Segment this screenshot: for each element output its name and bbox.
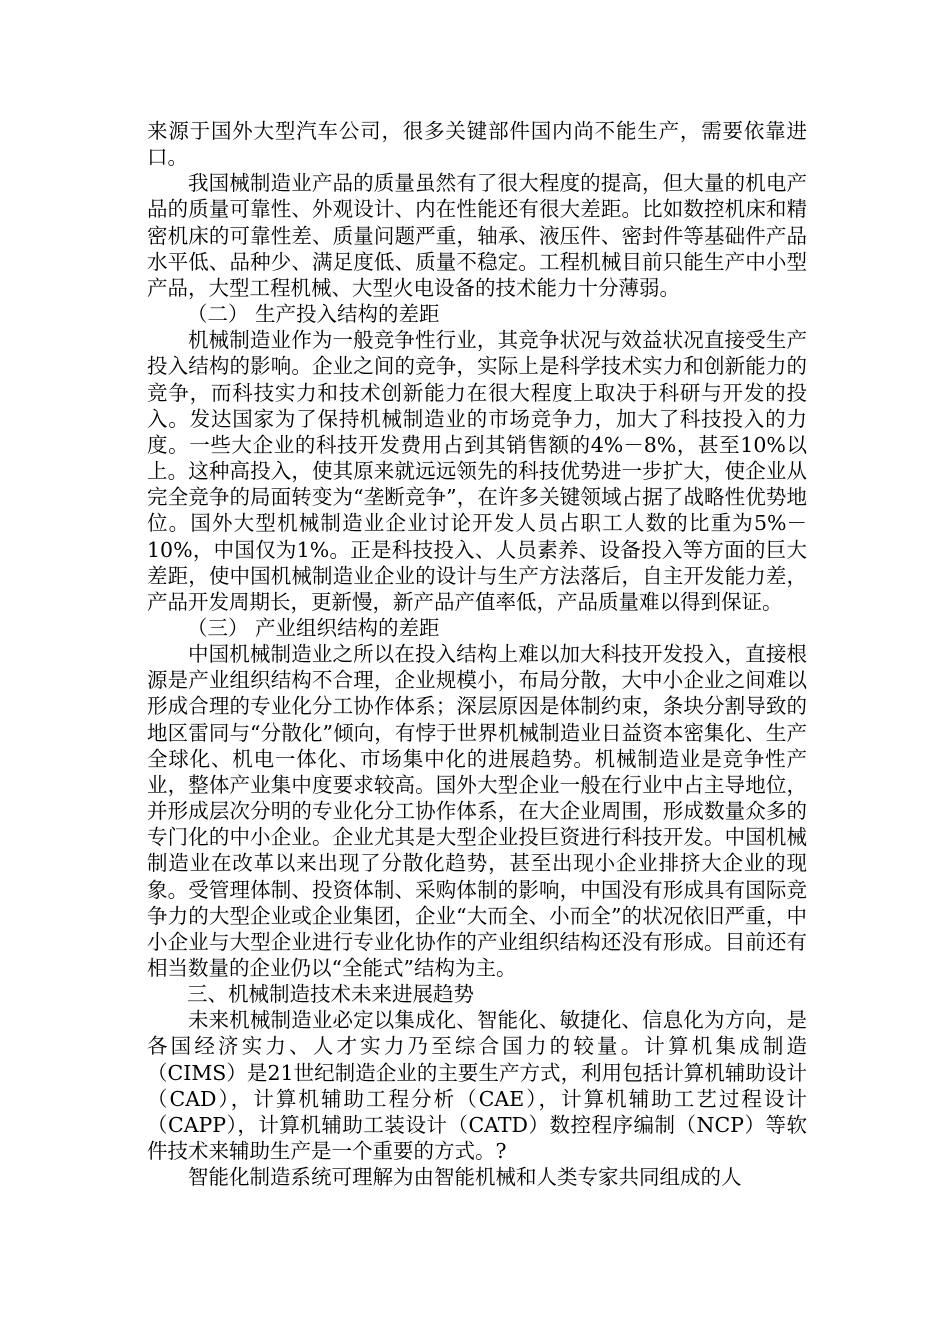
paragraph-continuation: 来源于国外大型汽车公司，很多关键部件国内尚不能生产，需要依靠进口。	[147, 119, 807, 170]
section-heading-future-trends: 三、机械制造技术未来进展趋势	[187, 982, 474, 1007]
paragraph-investment-structure: 机械制造业作为一般竞争性行业，其竞争状况与效益状况直接受生产投入结构的影响。企业之间的竞争，实际上是科学技术实力和创新能力的竞争，而科技实力和技术创新能力在很大程度上取决于科研与开发的投入。发达国家为了保持机械制造业的市场竞争力，加大了科技投入的力度。一些大企业的科技开发费用占到其销售额的4%－8%，甚至10%以上。这种高投入，使其原来就远远领先的科技优势进一步扩大，使企业从完全竞争的局面转变为“垄断竞争”，在许多关键领域占据了战略性优势地位。国外大型机械制造业企业讨论开发人员占职工人数的比重为5%－10%，中国仅为1%。正是科技投入、人员素养、设备投入等方面的巨大差距，使中国机械制造业企业的设计与生产方法落后，自主开发能力差，产品开发周期长，更新慢，新产品产值率低，产品质量难以得到保证。	[147, 328, 807, 614]
paragraph-industrial-organization: 中国机械制造业之所以在投入结构上难以加大科技开发投入，直接根源是产业组织结构不合理，企业规模小，布局分散，大中小企业之间难以形成合理的专业化分工协作体系；深层原因是体制约束，条块分割导致的地区雷同与“分散化”倾向，有悖于世界机械制造业日益资本密集化、生产全球化、机电一体化、市场集中化的进展趋势。机械制造业是竞争性产业，整体产业集中度要求较高。国外大型企业一般在行业中占主导地位，并形成层次分明的专业化分工协作体系，在大企业周围，形成数量众多的专门化的中小企业。企业尤其是大型企业投巨资进行科技开发。中国机械制造业在改革以来出现了分散化趋势，甚至出现小企业排挤大企业的现象。受管理体制、投资体制、采购体制的影响，中国没有形成具有国际竞争力的大型企业或企业集团，企业“大而全、小而全”的状况依旧严重，中小企业与大型企业进行专业化协作的产业组织结构还没有形成。目前还有相当数量的企业仍以“全能式”结构为主。	[147, 642, 807, 980]
paragraph-product-quality: 我国械制造业产品的质量虽然有了很大程度的提高，但大量的机电产品的质量可靠性、外观设计、内在性能还有很大差距。比如数控机床和精密机床的可靠性差、质量问题严重，轴承、液压件、密封件等基础件产品水平低、品种少、满足度低、质量不稳定。工程机械目前只能生产中小型产品，大型工程机械、大型火电设备的技术能力十分薄弱。	[147, 171, 807, 300]
paragraph-intelligent-manufacturing: 智能化制造系统可理解为由智能机械和人类专家共同组成的人	[188, 1165, 742, 1190]
document-body	[147, 118, 807, 1190]
section-heading-investment-structure: （二） 生产投入结构的差距	[187, 302, 440, 327]
paragraph-future-trends: 未来机械制造业必定以集成化、智能化、敏捷化、信息化为方向，是各国经济实力、人才实力乃至综合国力的较量。计算机集成制造（CIMS）是21世纪制造企业的主要生产方式，利用包括计算机辅助设计（CAD），计算机辅助工程分析（CAE），计算机辅助工艺过程设计（CAPP），计算机辅助工装设计（CATD）数控程序编制（NCP）等软件技术来辅助生产是一个重要的方式。?	[147, 1008, 807, 1164]
section-heading-industrial-organization: （三） 产业组织结构的差距	[187, 615, 440, 640]
